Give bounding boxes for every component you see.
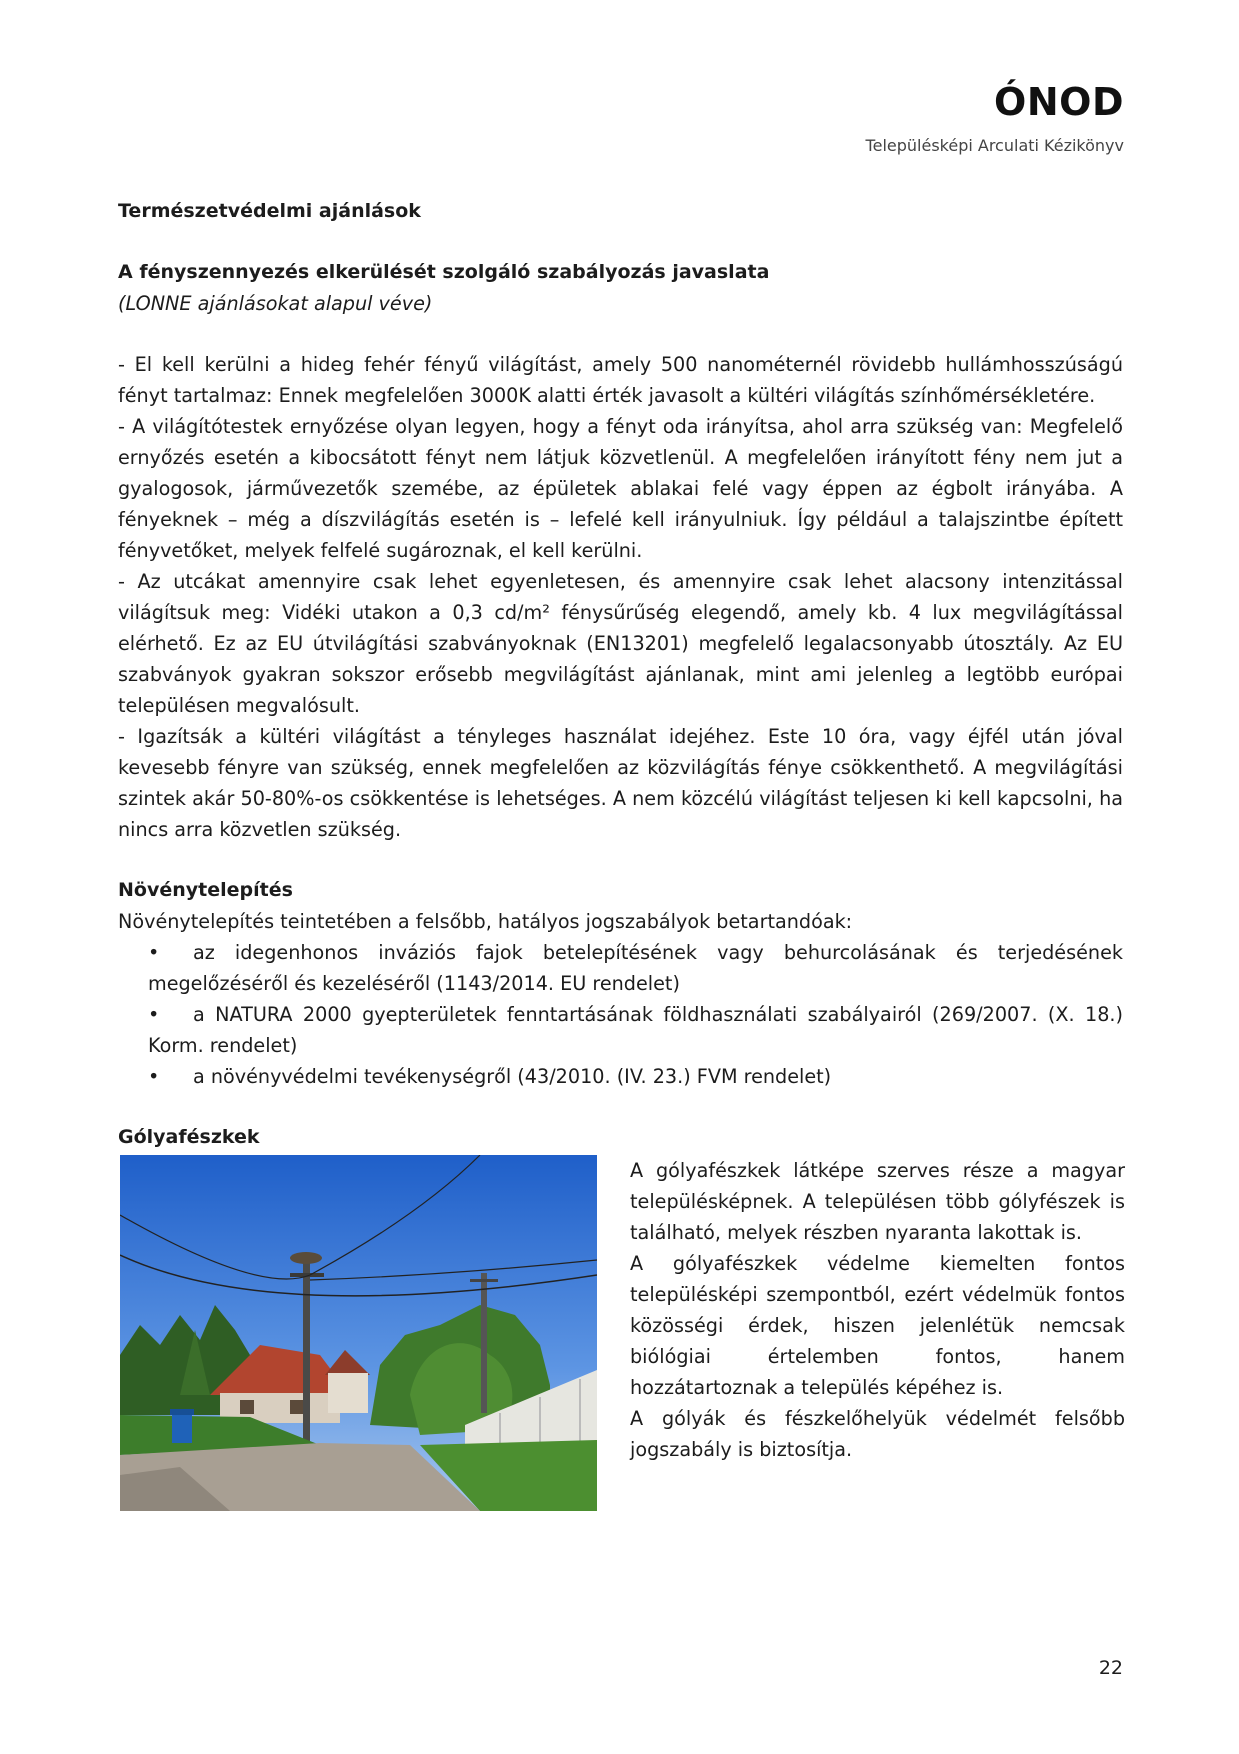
light-paragraph: - Az utcákat amennyire csak lehet egyenletesen, és amennyire csak lehet alacsony intenzitással világítsuk meg: Vidéki utakon a 0,3 cd/m² fénysűrűség elegendő, amely kb. 4 lux megvilágítással elérhető. Ez az EU útvilágítási szabványoknak (EN13201) megfelelő legalacsonyabb útosztály. Az EU szabványok gyakran sokszor erősebb megvilágítást ajánlanak, mint ami jelenleg a legtöbb európai településen megvalósult. — [118, 570, 1123, 717]
light-paragraph: - El kell kerülni a hideg fehér fényű világítást, amely 500 nanométernél rövidebb hullámhosszúságú fényt tartalmaz: Ennek megfelelően 3000K alatti érték javasolt a kültéri világítás színhőmérsékletére. — [118, 353, 1123, 407]
bullet-icon: • — [148, 941, 160, 964]
header-title: ÓNOD — [994, 80, 1124, 124]
list-item — [148, 937, 1123, 999]
header-subtitle: Településképi Arculati Kézikönyv — [865, 136, 1124, 155]
bullet-icon: • — [148, 1003, 160, 1026]
plants-heading: Növénytelepítés — [118, 879, 293, 901]
list-item-text: az idegenhonos inváziós fajok betelepítésének vagy behurcolásának és terjedésének megelőzéséről és kezeléséről (1143/2014. EU rendelet) — [148, 941, 1123, 995]
stork-heading: Gólyafészkek — [118, 1126, 260, 1148]
section-heading: Természetvédelmi ajánlások — [118, 200, 421, 222]
light-paragraph: - Igazítsák a kültéri világítást a tényleges használat idejéhez. Este 10 óra, vagy éjfél után jóval kevesebb fényre van szükség, ennek megfelelően az közvilágítás fénye csökkenthető. A megvilágítási szintek akár 50-80%-os csökkentése is lehetséges. A nem közcélú világítást teljesen ki kell kapcsolni, ha nincs arra közvetlen szükség. — [118, 725, 1123, 841]
list-item — [148, 1061, 1123, 1092]
plants-intro: Növénytelepítés teintetében a felsőbb, hatályos jogszabályok betartandóak: — [118, 910, 853, 933]
village-street-photo — [120, 1155, 597, 1511]
light-paragraph: - A világítótestek ernyőzése olyan legyen, hogy a fényt oda irányítsa, ahol arra szükség van: Megfelelő ernyőzés esetén a kibocsátott fényt nem látjuk közvetlenül. A megfelelően irányított fény nem jut a gyalogosok, járművezetők szemébe, az épületek ablakai felé vagy éppen az égbolt irányába. A fényeknek – még a díszvilágítás esetén is – lefelé kell irányulniuk. Így például a talajszintbe épített fényvetőket, melyek felfelé sugároznak, el kell kerülni. — [118, 415, 1123, 562]
stork-text — [630, 1155, 1125, 1465]
page-number: 22 — [1098, 1657, 1123, 1679]
plants-list — [118, 937, 1123, 1092]
stork-section — [118, 1155, 1123, 1515]
light-pollution-heading: A fényszennyezés elkerülését szolgáló szabályozás javaslata — [118, 261, 770, 283]
stork-paragraph: A gólyafészkek védelme kiemelten fontos településképi szempontból, ezért védelmük fontos közösségi érdek, hiszen jelenlétük nemcsak biólógiai értelemben fontos, hanem hozzátartoznak a település képéhez is. — [630, 1252, 1125, 1399]
list-item-text: a növényvédelmi tevékenységről (43/2010. (IV. 23.) FVM rendelet) — [193, 1065, 832, 1088]
list-item — [148, 999, 1123, 1061]
page-content — [118, 196, 1123, 1515]
bullet-icon: • — [148, 1065, 160, 1088]
list-item-text: a NATURA 2000 gyepterületek fenntartásának földhasználati szabályairól (269/2007. (X. 18.) Korm. rendelet) — [148, 1003, 1123, 1057]
stork-paragraph: A gólyák és fészkelőhelyük védelmét felsőbb jogszabály is biztosítja. — [630, 1407, 1125, 1461]
light-pollution-note: (LONNE ajánlásokat alapul véve) — [118, 292, 433, 315]
stork-paragraph: A gólyafészkek látképe szerves része a magyar településképnek. A településen több gólyfészek is található, melyek részben nyaranta lakottak is. — [630, 1159, 1125, 1244]
